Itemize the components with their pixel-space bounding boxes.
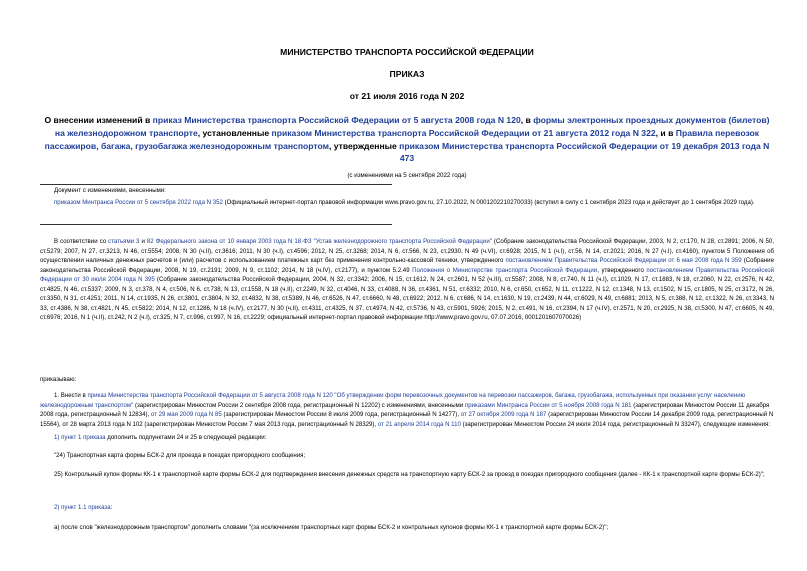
item-1-link-order-187[interactable]: от 27 октября 2009 года N 187 [460,411,547,418]
title-link-order-473[interactable]: приказом Министерства транспорта Российской Федерации от 19 декабря 2013 года N 473 [399,140,770,164]
title-link-order-120[interactable]: приказ Министерства транспорта Российской Федерации от 5 августа 2008 года N 120 [152,115,521,125]
item-1-text: (зарегистрирован Минюстом России 11 декабря 2008 года, регистрационный N 12834), [40,401,770,418]
subitem-1 [40,433,774,443]
subitem-1-link[interactable]: 1) пункт 1 приказа [54,434,106,441]
item-1-link-order-85[interactable]: от 29 мая 2009 года N 85 [150,411,222,418]
preamble-text: (Собрание законодательства Российской Федерации, 2008, N 19, ст.2191; 2009, N 9, ст.1102; 2014, N 18 (ч.IV), ст.2177), и пунктом 5.2.49 [40,257,774,274]
title-link-ticket-forms[interactable]: формы электронных проездных документов (билетов) на железнодорожном транспорте [54,115,770,138]
subitem-a: а) после слов "железнодорожным транспортом" дополнить словами "(за исключением транспортных карт формы БСК-2 и контрольных купонов формы КК-1 к транспортной карте формы БСК-2)"; [54,524,609,531]
changes-box-link[interactable]: приказом Минтранса России от 5 сентября 2022 года N 352 [54,198,223,206]
item-1-text: (зарегистрирован Минюстом России 2 сентября 2008 года, регистрационный N 12202) с изменениями, внесенными [133,401,465,409]
title-text: , и в [655,127,676,138]
subitem-2-link[interactable]: 2) пункт 1.1 приказа [54,504,111,511]
changes-box-label: Документ с изменениями, внесенными: [54,187,166,194]
quote-item-24: "24) Транспортная карта формы БСК-2 для проезда в поездах пригородного сообщения; [54,452,306,459]
changes-box-text: (Официальный интернет-портал правовой информации www.pravo.gov.ru, 27.10.2022, N 0001202210270033) (вступил в силу с 1 сентября 2023 года и действует до 1 сентября 2029 года). [222,198,755,206]
preamble-link-ministry-regulation[interactable]: Положения о Министерстве транспорта Российской Федерации [412,266,598,274]
ministry-heading: МИНИСТЕРСТВО ТРАНСПОРТА РОССИЙСКОЙ ФЕДЕРАЦИИ [280,47,534,57]
preamble-text: , утвержденного [597,266,647,274]
title-text: , утвержденные [328,140,400,151]
preamble-text: и [139,238,147,245]
item-1-paragraph [40,391,774,429]
item-1-text: 1. Внести в [54,392,88,399]
order-directive: приказываю: [40,376,77,383]
subitem-2 [40,503,774,513]
document-type-heading: ПРИКАЗ [389,69,425,79]
preamble-link-resolution-359[interactable]: постановлением Правительства Российской Федерации от 6 мая 2008 года N 359 [505,257,742,264]
title-text: , в [520,115,534,125]
divider-bottom [40,224,392,225]
item-1-link-order-181[interactable]: приказами Минтранса России от 5 ноября 2008 года N 181 [464,401,632,409]
title-text: , установленные [197,127,272,138]
item-1-text: (зарегистрирован Минюстом России 8 июля 2009 года, регистрационный N 14277), [221,411,461,418]
preamble-text: В соответствии со [54,238,109,245]
preamble-text: (Собрание законодательства Российской Федерации, 2003, N 2, ст.170, N 28, ст.2891; 2006, N 50, ст.5279; 2007, N 27, ст.3213, N 46, ст.5554; 2008, N 30 (ч.II), ст.3616; 2011, N 30 (ч.I), ст.4596; 2012, N 25, ст.3268; 2014, N 6, ст.566, N 23, ст.2930, N 49 (ч.VI), ст.6928; 2015, N 1 (ч.I), ст.56, N 14, ст.2021; 2016, N 27 (ч.I), ст.4160), пунктом 5 Положения об осуществлении наличных денежных расчетов и (или) расчетов с использованием платежных карт без применения контрольно-кассовой техники, утвержденного [40,238,775,264]
subitem-2-text: : [110,504,113,511]
quote-item-25: 25) Контрольный купон формы КК-1 к транспортной карте формы БСК-2 для подтверждения внесения денежных средств на транспортную карту БСК-2 за проезд в поездах пригородного сообщения (далее - КК-1 к транспортной карте формы БСК-2)"; [54,471,765,478]
title-link-transport-rules[interactable]: Правила перевозок пассажиров, багажа, грузобагажа железнодорожным транспортом [44,127,760,151]
preamble-text: (Собрание законодательства Российской Федерации, 2004, N 32, ст.3342; 2006, N 15, ст.1612, N 24, ст.2601, N 52 (ч.III), ст.5587; 2008, N 8, ст.740, N 11 (ч.I), ст.1029, N 17, ст.1883, N 18, ст.2060, N 22, ст.2576, N 42, ст.4825, N 46, ст.5337; 2009, N 3, ст.378, N 4, ст.506, N 6, ст.738, N 13, ст.1558, N 18 (ч.II), ст.2249, N 32, ст.4046, N 33, ст.4088, N 36, ст.4361, N 51, ст.6332; 2010, N 6, ст.650, ст.652, N 11, ст.1222, N 12, ст.1348, N 13, ст.1502, N 15, ст.1805, N 25, ст.3172, N 26, ст.3350, N 31, ст.4251; 2011, N 14, ст.1935, N 26, ст.3801, ст.3804, N 32, ст.4832, N 38, ст.5389, N 46, ст.6526, N 47, ст.6660, N 48, ст.6922; 2012, N 6, ст.686, N 14, ст.1630, N 19, ст.2439, N 44, ст.6029, N 49, ст.6881; 2013, N 5, ст.388, N 12, ст.1322, N 26, ст.3343, N 33, ст.4386, N 38, ст.4821, N 45, ст.5822; 2014, N 12, ст.1286, N 18 (ч.IV), ст.2177, N 30 (ч.II), ст.4311, ст.4325, N 37, ст.4974, N 42, ст.5736, N 43, ст.5901, 5926; 2015, N 2, ст.491, N 16, ст.2394, N 17 (ч.IV), ст.2571, N 20, ст.2925, N 38, ст.5300, N 47, ст.6605, N 49, ст.6976; 2016, N 1 (ч.II), ст.242, N 2 (ч.I), ст.325, N 7, ст.996, ст.997, N 16, ст.2229; официальный интернет-портал правовой информации http://www.pravo.gov.ru, 07.07.2016, 0001201607070026) [40,276,774,321]
changes-note: (с изменениями на 5 сентября 2022 года) [347,172,467,179]
divider-top [40,184,392,185]
title-text: О внесении изменений в [44,115,153,125]
item-1-text: (зарегистрирован Минюстом России 14 декабря 2009 года, регистрационный N 15564), от 28 марта 2013 года N 102 (зарегистрирован Минюстом России 7 мая 2013 года, регистрационный N 28329), [40,411,774,428]
title-link-order-322[interactable]: приказом Министерства транспорта Российской Федерации от 21 августа 2012 года N 322 [271,127,656,138]
preamble-link-resolution-395[interactable]: постановлением Правительства Российской Федерации от 30 июля 2004 года N 395 [40,266,774,283]
changes-box [54,186,774,207]
document-title [40,114,774,165]
changes-box-entry [54,198,774,208]
preamble-link-federal-law[interactable]: 82 Федерального закона от 10 января 2003 года N 18-ФЗ "Устав железнодорожного транспорта Российской Федерации" [146,238,492,245]
item-1-text: (зарегистрирован Минюстом России 24 июля 2014 года, регистрационный N 33247), следующие изменения: [460,420,771,428]
preamble-link-article-3[interactable]: статьями 3 [108,238,140,245]
subitem-1-text: дополнить подпунктами 24 и 25 в следующей редакции: [105,434,267,441]
document-date-number: от 21 июля 2016 года N 202 [349,91,465,101]
preamble-paragraph [40,237,774,323]
item-1-link-order-120[interactable]: приказ Министерства транспорта Российской Федерации от 5 августа 2008 года N 120 "Об утверждении форм перевозочных документов на перевозки пассажиров, багажа, грузобагажа, используемых при оказании услуг населению железнодорожным транспортом" [40,392,746,409]
item-1-link-order-110[interactable]: от 21 апреля 2014 года N 110 [377,420,461,428]
